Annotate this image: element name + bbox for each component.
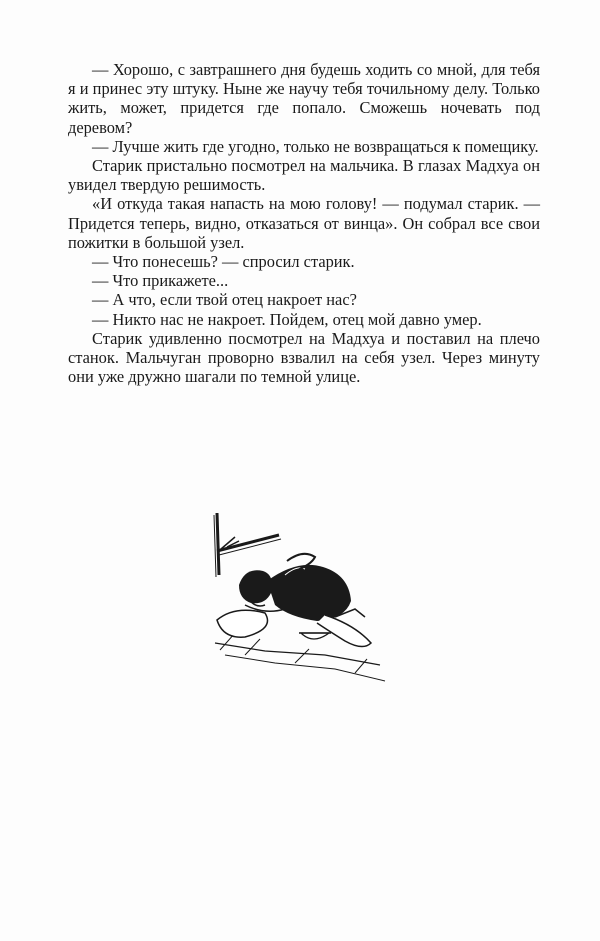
sleeping-boy-sketch-icon (205, 505, 395, 690)
paragraph-6: — Что прикажете... (92, 271, 229, 291)
paragraph-5: — Что понесешь? — спросил старик. (92, 252, 355, 272)
paragraph-4: «И откуда такая напасть на мою голову! — подумал старик. — Придется теперь, видно, отказаться от винца». Он собрал все свои пожитки в большой узел. (68, 194, 540, 252)
paragraph-2: — Лучше жить где угодно, только не возвращаться к помещику. (92, 136, 539, 156)
paragraph-3: Старик пристально посмотрел на мальчика. В глазах Мадхуа он увидел твердую решимость. (68, 156, 540, 195)
paragraph-9: Старик удивленно посмотрел на Мадхуа и поставил на плечо станок. Мальчуган проворно взвалил на себя узел. Через минуту они уже дружно шагали по темной улице. (68, 328, 540, 387)
paragraph-7: — А что, если твой отец накроет нас? (92, 290, 357, 310)
paragraph-8: — Никто нас не накроет. Пойдем, отец мой давно умер. (92, 309, 482, 329)
paragraph-1: — Хорошо, с завтрашнего дня будешь ходить со мной, для тебя я и принес эту штуку. Ныне же научу тебя точильному делу. Только жить, может, придется где попало. Сможешь ночевать под деревом? (68, 60, 540, 137)
story-text (68, 60, 540, 386)
